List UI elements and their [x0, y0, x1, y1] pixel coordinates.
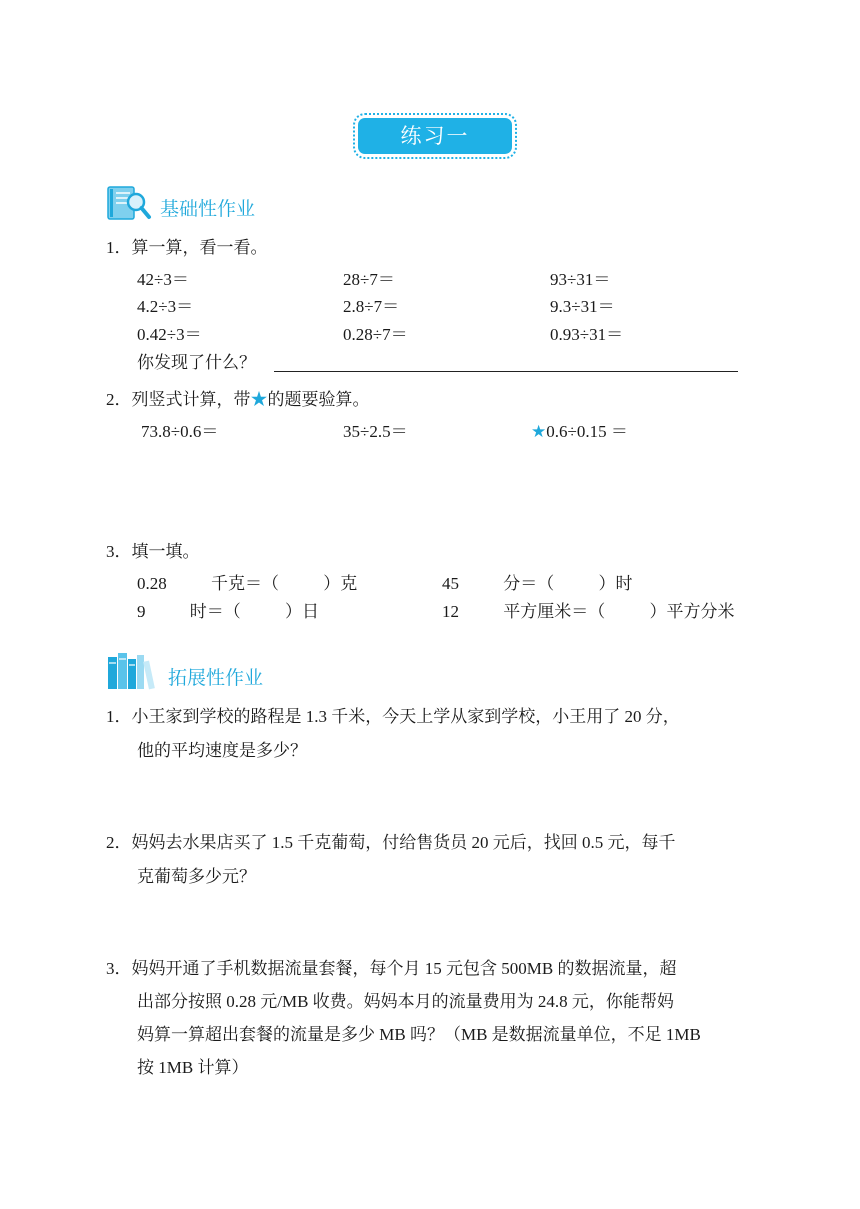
fill-item: 9 时＝（ ）日 [137, 602, 319, 621]
calc-item: 73.8÷0.6＝ [141, 422, 219, 441]
fill-item: 0.28 千克＝（ ）克 [137, 574, 358, 593]
question-3-label: 3．填一填。 [106, 542, 200, 561]
answer-line[interactable] [274, 371, 738, 372]
word-problem-3-line3: 妈算一算超出套餐的流量是多少 MB 吗？（MB 是数据流量单位，不足 1MB [137, 1025, 701, 1044]
question-1-label: 1．算一算，看一看。 [106, 238, 268, 257]
notebook-magnifier-icon [106, 185, 152, 221]
calc-item: 0.93÷31＝ [550, 325, 624, 344]
word-problem-3-line2: 出部分按照 0.28 元/MB 收费。妈妈本月的流量费用为 24.8 元，你能帮妈 [137, 992, 674, 1011]
calc-item: 4.2÷3＝ [137, 297, 194, 316]
word-problem-2-line1: 2．妈妈去水果店买了 1.5 千克葡萄，付给售货员 20 元后，找回 0.5 元，每千 [106, 833, 676, 852]
calc-item: 2.8÷7＝ [343, 297, 400, 316]
word-problem-1-line2: 他的平均速度是多少？ [137, 741, 307, 760]
calc-item: 93÷31＝ [550, 270, 611, 289]
books-icon [106, 651, 158, 691]
word-problem-1-line1: 1．小王家到学校的路程是 1.3 千米，今天上学从家到学校，小王用了 20 分， [106, 707, 680, 726]
section-title-extended: 拓展性作业 [168, 667, 264, 689]
question-2-label-post: 的题要验算。 [267, 390, 370, 409]
fill-item: 12 平方厘米＝（ ）平方分米 [442, 602, 735, 621]
star-icon: ★ [531, 422, 547, 441]
calc-item: 28÷7＝ [343, 270, 395, 289]
question-2-label-pre: 2．列竖式计算，带 [106, 390, 251, 409]
discovery-prompt: 你发现了什么？ [137, 353, 256, 372]
star-icon: ★ [250, 390, 268, 409]
calc-item: 9.3÷31＝ [550, 297, 615, 316]
starred-calc-text: 0.6÷0.15 ＝ [546, 422, 628, 441]
question-2-label [106, 389, 370, 411]
word-problem-3-line4: 按 1MB 计算） [137, 1058, 249, 1077]
fill-item: 45 分＝（ ）时 [442, 574, 633, 593]
calc-item: 0.42÷3＝ [137, 325, 202, 344]
starred-calc-item [531, 421, 628, 443]
section-title-basic: 基础性作业 [160, 198, 256, 220]
calc-item: 0.28÷7＝ [343, 325, 408, 344]
word-problem-3-line1: 3．妈妈开通了手机数据流量套餐，每个月 15 元包含 500MB 的数据流量，超 [106, 959, 677, 978]
page-title: 练习一 [400, 124, 470, 148]
calc-item: 42÷3＝ [137, 270, 189, 289]
calc-item: 35÷2.5＝ [343, 422, 408, 441]
word-problem-2-line2: 克葡萄多少元？ [137, 867, 256, 886]
title-badge [358, 118, 512, 154]
